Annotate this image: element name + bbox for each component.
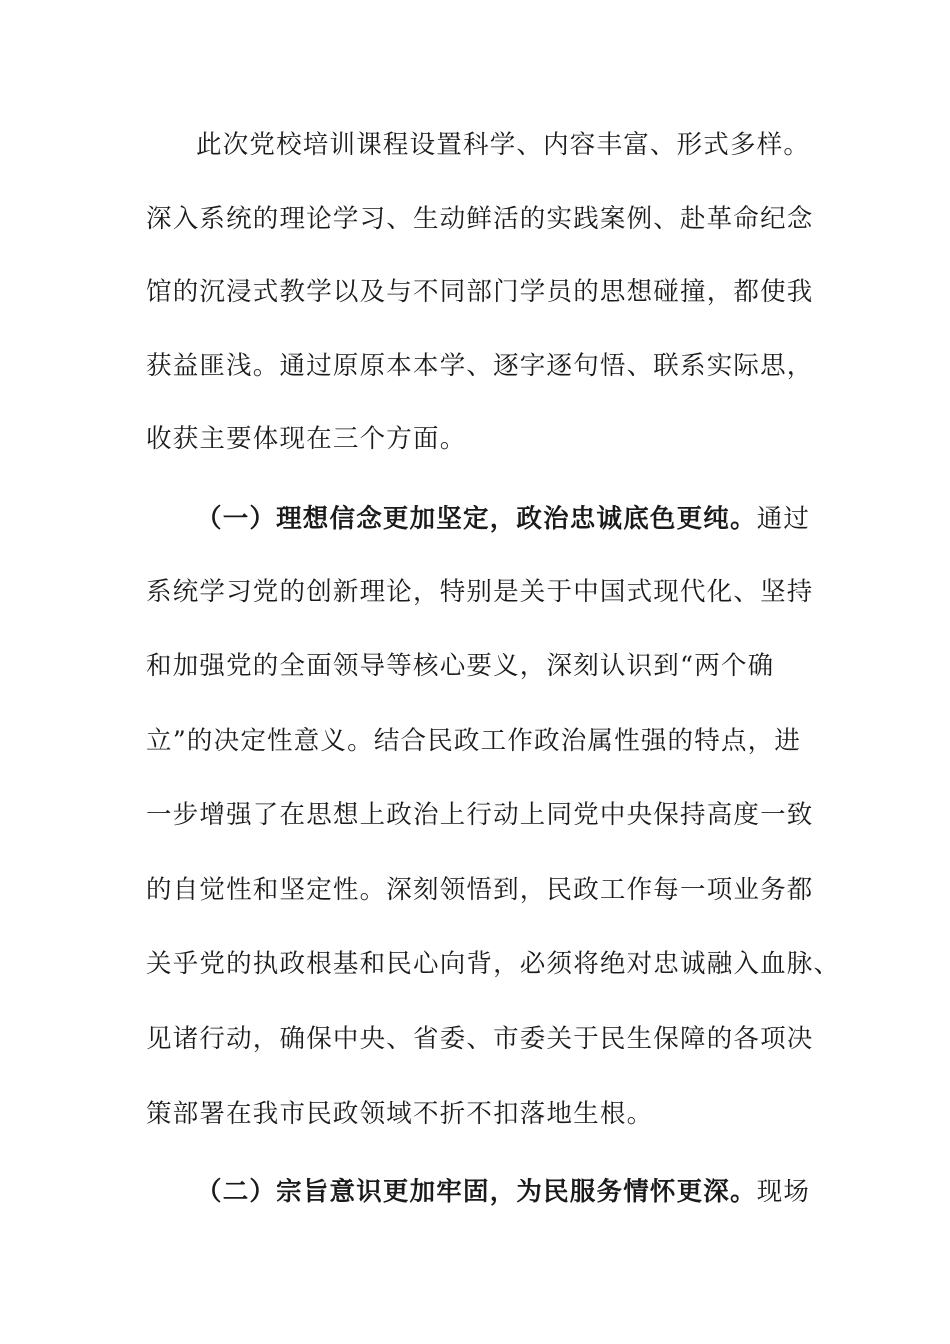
section-heading-1: （一）理想信念更加坚定，政治忠诚底色更纯。 — [196, 504, 757, 534]
paragraph-2-line-7: 关乎党的执政根基和民心向背，必须将绝对忠诚融入血脉、 — [146, 949, 841, 979]
paragraph-1-line-4: 获益匪浅。通过原原本本学、逐字逐句悟、联系实际思， — [146, 351, 814, 381]
paragraph-1-line-3: 馆的沉浸式教学以及与不同部门学员的思想碰撞，都使我 — [146, 277, 814, 307]
paragraph-2-line-9: 策部署在我市民政领域不折不扣落地生根。 — [146, 1099, 654, 1129]
section-2-lead-text: 现场 — [756, 1177, 811, 1207]
paragraph-2-line-8: 见诸行动，确保中央、省委、市委关于民生保障的各项决 — [146, 1024, 814, 1054]
paragraph-2-line-4: 立”的决定性意义。结合民政工作政治属性强的特点，进 — [146, 726, 802, 756]
paragraph-3-first-line — [196, 1176, 810, 1208]
paragraph-2-line-2: 系统学习党的创新理论，特别是关于中国式现代化、坚持 — [146, 577, 814, 607]
section-1-lead-text: 通过 — [756, 504, 811, 534]
paragraph-1-line-2: 深入系统的理论学习、生动鲜活的实践案例、赴革命纪念 — [146, 204, 814, 234]
paragraph-1-line-5: 收获主要体现在三个方面。 — [146, 424, 467, 454]
paragraph-2-first-line — [196, 503, 810, 535]
section-heading-2: （二）宗旨意识更加牢固，为民服务情怀更深。 — [196, 1177, 757, 1207]
paragraph-2-line-5: 一步增强了在思想上政治上行动上同党中央保持高度一致 — [146, 800, 814, 830]
paragraph-2-line-6: 的自觉性和坚定性。深刻领悟到，民政工作每一项业务都 — [146, 875, 814, 905]
paragraph-2-line-3: 和加强党的全面领导等核心要义，深刻认识到“两个确 — [146, 651, 775, 681]
paragraph-1-line-1: 此次党校培训课程设置科学、内容丰富、形式多样。 — [196, 130, 811, 160]
